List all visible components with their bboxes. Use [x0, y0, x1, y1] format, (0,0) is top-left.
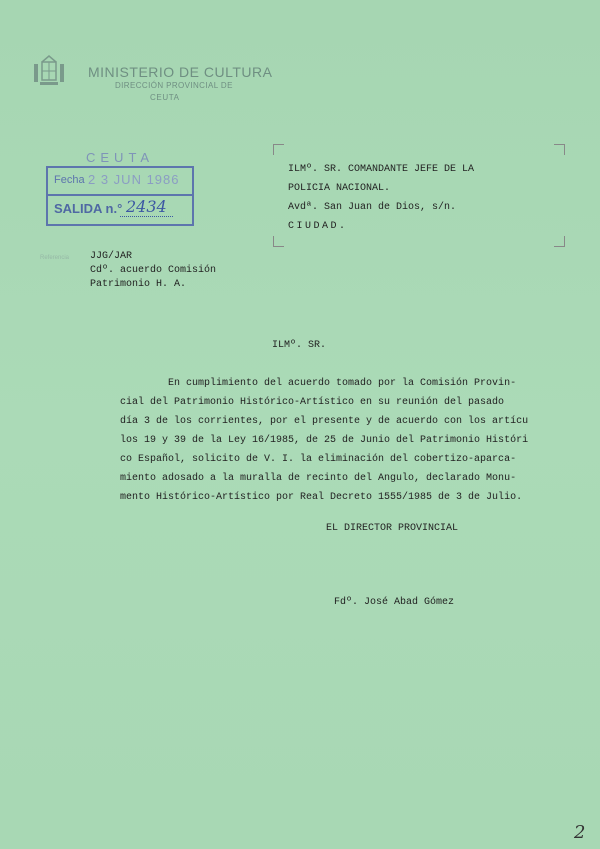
body-line: mento Histórico-Artístico por Real Decreto 1555/1985 de 3 de Julio. [120, 492, 523, 503]
address-bracket-bottom-right [554, 236, 565, 247]
page-number: 2 [574, 822, 586, 843]
body-line: los 19 y 39 de la Ley 16/1985, de 25 de Junio del Patrimonio Históri [120, 435, 529, 446]
stamp-divider [48, 194, 192, 196]
recipient-line-4: CIUDAD. [288, 221, 348, 232]
ministry-subtitle: DIRECCIÓN PROVINCIAL DE [115, 81, 233, 90]
stamp-city: CEUTA [86, 150, 155, 165]
body-line: co Español, solicito de V. I. la eliminación del cobertizo-aparca- [120, 454, 517, 465]
signoff-title: EL DIRECTOR PROVINCIAL [326, 523, 459, 534]
signature-line: Fdº. José Abad Gómez [334, 597, 455, 608]
reference-label: Referencia [40, 255, 70, 261]
stamp-salida-number: 2434 [120, 197, 173, 217]
address-bracket-top-left [273, 144, 284, 155]
recipient-line-2: POLICIA NACIONAL. [288, 183, 391, 194]
salutation: ILMº. SR. [272, 340, 327, 351]
address-bracket-bottom-left [273, 236, 284, 247]
body-line: cial del Patrimonio Histórico-Artístico en su reunión del pasado [120, 397, 505, 408]
stamp-date: 2 3 JUN 1986 [88, 172, 180, 187]
letter-body [120, 374, 529, 507]
stamp-date-label: Fecha [54, 174, 85, 186]
recipient-line-3: Avdª. San Juan de Dios, s/n. [288, 202, 457, 213]
body-line: En cumplimiento del acuerdo tomado por la Comisión Provin- [120, 378, 517, 389]
registry-stamp [46, 166, 194, 226]
reference-block: JJG/JAR Cdº. acuerdo Comisión Patrimonio H. A. [90, 251, 217, 290]
ministry-name: MINISTERIO DE CULTURA [88, 64, 273, 80]
body-line: miento adosado a la muralla de recinto del Angulo, declarado Monu- [120, 473, 517, 484]
address-bracket-top-right [554, 144, 565, 155]
recipient-line-1: ILMº. SR. COMANDANTE JEFE DE LA [288, 164, 475, 175]
coat-of-arms-icon [30, 52, 68, 88]
stamp-salida-label: SALIDA n.° [54, 201, 123, 216]
body-line: día 3 de los corrientes, por el presente y de acuerdo con los artícu [120, 416, 529, 427]
ministry-city: CEUTA [150, 93, 180, 102]
